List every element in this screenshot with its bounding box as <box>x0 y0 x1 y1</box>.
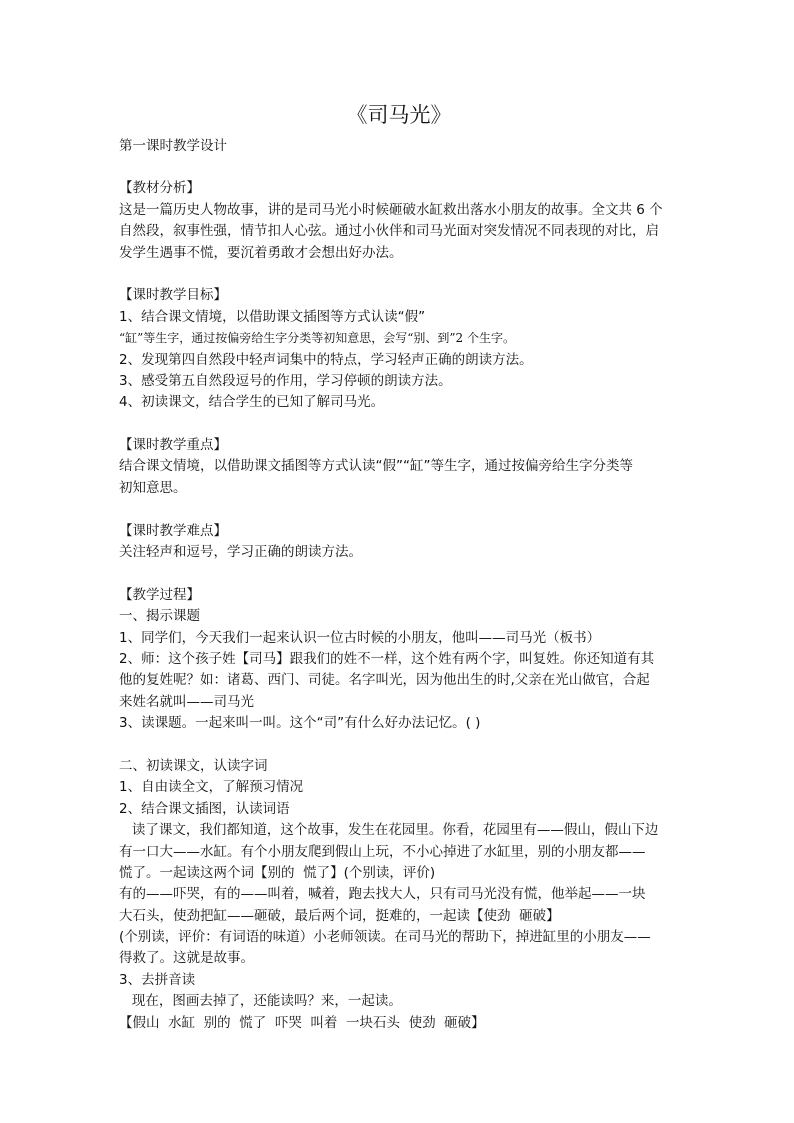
blank-line <box>119 499 679 520</box>
process-line: 一、揭示课题 <box>119 608 200 625</box>
process-line: 读了课文，我们都知道，这个故事，发生在花园里。你看，花园里有——假山，假山下边 <box>119 822 659 839</box>
goals-line: 4、初读课文，结合学生的已知了解司马光。 <box>119 394 385 411</box>
process-line: 他的复姓呢？如：诸葛、西门、司徒。名字叫光，因为他出生的时,父亲在光山做官，合起 <box>119 672 650 689</box>
blank-line <box>119 264 679 285</box>
goals-line: 1、结合课文情境，以借助课文插图等方式认读“假” <box>119 308 426 325</box>
blank-line <box>119 414 679 435</box>
process-line: 2、师：这个孩子姓【司马】跟我们的姓不一样，这个姓有两个字，叫复姓。你还知道有其 <box>119 650 655 667</box>
process-line: 1、同学们，今天我们一起来认识一位古时候的小朋友，他叫——司马光（板书） <box>119 629 601 646</box>
process-line: 2、结合课文插图，认读词语 <box>119 800 290 817</box>
process-line: 3、读课题。一起来叫一叫。这个“司”有什么好办法记忆。( ) <box>119 715 481 732</box>
analysis-line: 自然段，叙事性强，情节扣人心弦。通过小伙伴和司马光面对突发情况不同表现的对比，启 <box>119 223 659 240</box>
goals-line: “缸”等生字，通过按偏旁给生字分类等初知意思，会写“别、到”2 个生字。 <box>119 331 515 346</box>
process-line: 有的——吓哭，有的——叫着，喊着，跑去找大人，只有司马光没有慌，他举起——一块 <box>119 886 646 903</box>
document-title: 《司马光》 <box>346 103 452 127</box>
process-line: 得救了。这就是故事。 <box>119 950 254 967</box>
process-line: 慌了。一起读这两个词【别的 慌了】(个别读，评价) <box>119 864 436 881</box>
lesson-subtitle: 第一课时教学设计 <box>119 138 227 154</box>
blank-line <box>119 563 679 584</box>
key-points-heading: 【课时教学重点】 <box>119 437 227 454</box>
key-points-line: 初知意思。 <box>119 479 187 496</box>
difficulties-heading: 【课时教学难点】 <box>119 522 227 539</box>
analysis-heading: 【教材分析】 <box>119 180 200 197</box>
key-points-line: 结合课文情境，以借助课文插图等方式认读“假”“缸”等生字，通过按偏旁给生字分类等 <box>119 458 633 475</box>
analysis-line: 这是一篇历史人物故事，讲的是司马光小时候砸破水缸救出落水小朋友的故事。全文共 6 个 <box>119 201 663 218</box>
process-line: 来姓名就叫——司马光 <box>119 693 254 710</box>
process-line: 大石头，使劲把缸——砸破，最后两个词，挺难的，一起读【使劲 砸破】 <box>119 907 560 924</box>
goals-heading: 【课时教学目标】 <box>119 287 227 304</box>
process-heading: 【教学过程】 <box>119 586 200 603</box>
goals-line: 2、发现第四自然段中轻声词集中的特点，学习轻声正确的朗读方法。 <box>119 351 533 368</box>
document-page <box>119 100 679 1034</box>
process-line: 二、初读课文，认读字词 <box>119 757 268 774</box>
goals-line: 3、感受第五自然段逗号的作用，学习停顿的朗读方法。 <box>119 372 452 389</box>
process-line: 1、自由读全文，了解预习情况 <box>119 779 304 796</box>
process-line: (个别读，评价：有词语的味道）小老师领读。在司马光的帮助下，掉进缸里的小朋友—— <box>119 929 651 946</box>
process-line: 3、去拼音读 <box>119 971 196 988</box>
difficulties-line: 关注轻声和逗号，学习正确的朗读方法。 <box>119 544 362 561</box>
process-line: 现在，图画去掉了，还能读吗？来，一起读。 <box>119 993 402 1010</box>
blank-line <box>119 735 679 756</box>
word-list-line: 【假山 水缸 别的 慌了 吓哭 叫着 一块石头 使劲 砸破】 <box>119 1014 485 1031</box>
process-line: 有一口大——水缸。有个小朋友爬到假山上玩，不小心掉进了水缸里，别的小朋友都—— <box>119 843 646 860</box>
analysis-line: 发学生遇事不慌，要沉着勇敢才会想出好办法。 <box>119 244 403 261</box>
